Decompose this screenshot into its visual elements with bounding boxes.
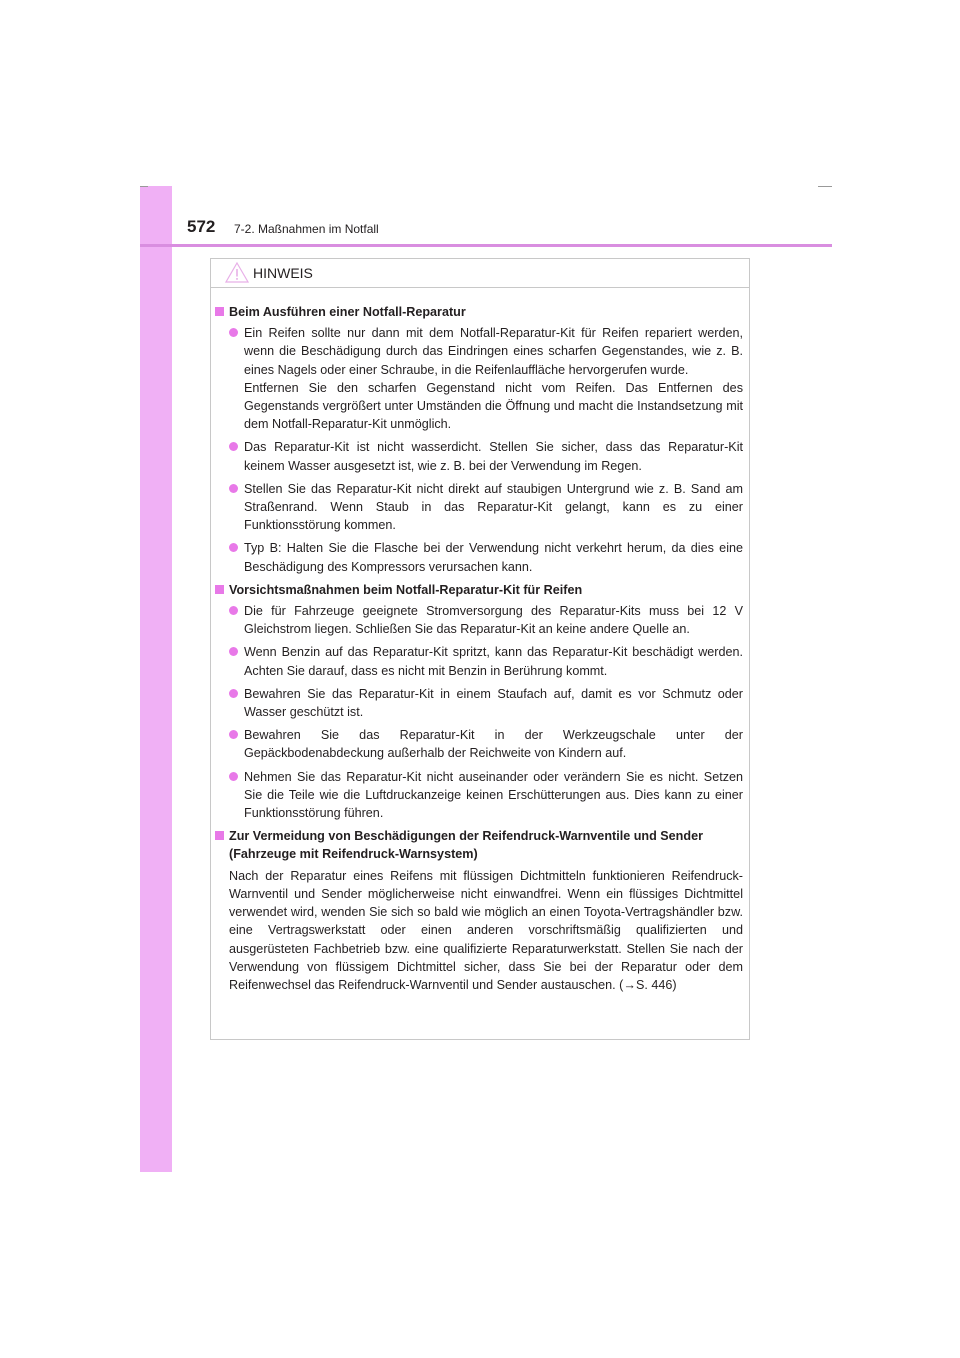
round-bullet-icon [229, 606, 238, 615]
square-bullet-icon [215, 307, 224, 316]
square-bullet-icon [215, 585, 224, 594]
list-item: Nehmen Sie das Reparatur-Kit nicht auseinander oder verändern Sie es nicht. Setzen Sie die Teile wie die Luftdruckanzeige keinen Erschütterungen aus. Dies kann zu einer Funktionsstörung führen. [215, 768, 743, 823]
list-item: Typ B: Halten Sie die Flasche bei der Verwendung nicht verkehrt herum, da dies eine Beschädigung des Kompressors verursachen kann. [215, 539, 743, 575]
round-bullet-icon [229, 689, 238, 698]
section-paragraph: Nach der Reparatur eines Reifens mit flüssigen Dichtmitteln funktionieren Reifendruck-Warnventil und Sender möglicherweise nicht einwandfrei. Wenn ein flüssiges Dichtmittel verwendet wird, wenden Sie sich so bald wie möglich an einen Toyota-Vertragshändler bzw. eine Vertragswerkstatt oder einen anderen vorschriftsmäßig qualifizierten und ausgerüsteten Fachbetrieb bzw. eine qualifizierte Reparaturwerkstatt. Stellen Sie nach der Verwendung von flüssigem Dichtmittel sicher, dass Sie bei der Reparatur oder dem Reifenwechsel das Reifendruck-Warnventil und Sender austauschen. (→S. 446) [229, 868, 743, 992]
list-item-continuation: Entfernen Sie den scharfen Gegenstand nicht vom Reifen. Das Entfernen des Gegenstands vergrößert unter Umständen die Öffnung und macht die Instandsetzung mit dem Notfall-Reparatur-Kit unmöglich. [244, 380, 743, 432]
section-heading: Vorsichtsmaßnahmen beim Notfall-Reparatur-Kit für Reifen [215, 581, 743, 599]
round-bullet-icon [229, 772, 238, 781]
section-heading: Zur Vermeidung von Beschädigungen der Reifendruck-Warnventile und Sender (Fahrzeuge mit Reifendruck-Warnsystem) [215, 827, 743, 863]
warning-triangle-icon [225, 262, 249, 283]
list-item: Die für Fahrzeuge geeignete Stromversorgung des Reparatur-Kits muss bei 12 V Gleichstrom liegen. Schließen Sie das Reparatur-Kit an keine andere Quelle an. [215, 602, 743, 638]
square-bullet-icon [215, 831, 224, 840]
section-heading: Beim Ausführen einer Notfall-Reparatur [215, 303, 743, 321]
section-title: 7-2. Maßnahmen im Notfall [234, 222, 379, 236]
list-item: Bewahren Sie das Reparatur-Kit in der Werkzeugschale unter der Gepäckbodenabdeckung außerhalb der Reichweite von Kindern auf. [215, 726, 743, 762]
list-item: Stellen Sie das Reparatur-Kit nicht direkt auf staubigen Untergrund wie z. B. Sand am Straßenrand. Wenn Staub in das Reparatur-Kit gelangt, kann es zu einer Funktionsstörung kommen. [215, 480, 743, 535]
notice-title: HINWEIS [253, 265, 313, 281]
round-bullet-icon [229, 328, 238, 337]
list-item: Wenn Benzin auf das Reparatur-Kit spritzt, kann das Reparatur-Kit beschädigt werden. Achten Sie darauf, dass es nicht mit Benzin in Berührung kommt. [215, 643, 743, 679]
round-bullet-icon [229, 543, 238, 552]
list-item: Das Reparatur-Kit ist nicht wasserdicht. Stellen Sie sicher, dass das Reparatur-Kit keinem Wasser ausgesetzt ist, wie z. B. bei der Verwendung im Regen. [215, 438, 743, 474]
crop-mark-right [818, 186, 832, 187]
notice-body [211, 288, 749, 994]
round-bullet-icon [229, 484, 238, 493]
header-divider [140, 244, 832, 247]
notice-box [210, 258, 750, 1040]
chapter-side-strip [140, 186, 172, 1172]
round-bullet-icon [229, 442, 238, 451]
round-bullet-icon [229, 730, 238, 739]
list-item: Bewahren Sie das Reparatur-Kit in einem Staufach auf, damit es vor Schmutz oder Wasser geschützt ist. [215, 685, 743, 721]
page-number: 572 [187, 217, 216, 236]
crop-mark-left [140, 186, 148, 187]
list-item: Ein Reifen sollte nur dann mit dem Notfall-Reparatur-Kit für Reifen repariert werden, wenn die Beschädigung durch das Eindringen eines scharfen Gegenstandes, wie z. B. eines Nagels oder einer Schraube, in die Reifenlauffläche hervorgerufen wurde. [215, 324, 743, 379]
round-bullet-icon [229, 647, 238, 656]
notice-header [211, 259, 749, 288]
